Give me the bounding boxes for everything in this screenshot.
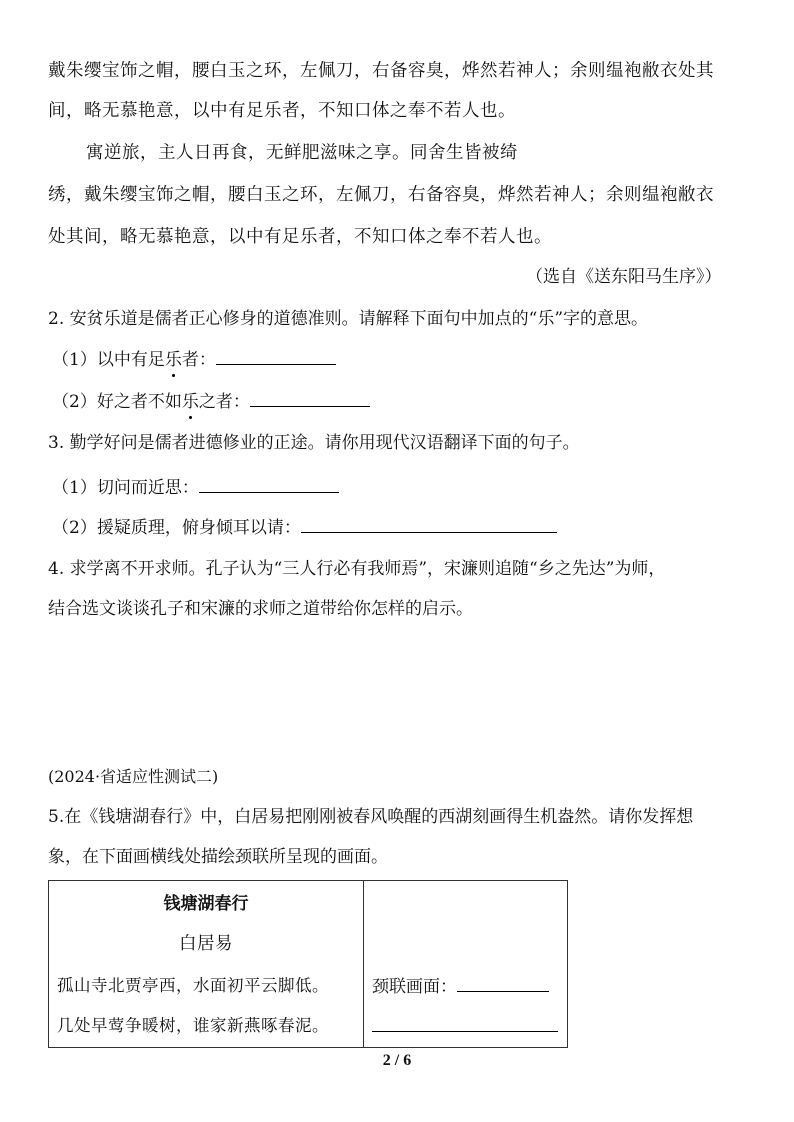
- question-4-line-1: 4. 求学离不开求师。孔子认为“三人行必有我师焉”，宋濂则追随“乡之先达”为师，: [48, 559, 666, 579]
- answer-label-line: [372, 975, 549, 998]
- page-number: 2 / 6: [382, 1052, 412, 1069]
- answer-blank[interactable]: [216, 348, 336, 365]
- answer-blank[interactable]: [372, 1015, 558, 1032]
- poem-author: 白居易: [179, 934, 233, 954]
- question-3-item-1: [52, 476, 339, 499]
- question-5-line-2: 象，在下面画横线处描绘颈联所呈现的画面。: [48, 847, 388, 867]
- poem-table: [48, 880, 568, 1048]
- answer-cell: [364, 881, 568, 1048]
- question-2-item-2-suffix: 之者：: [198, 392, 250, 412]
- question-2-item-1-prefix: （1）以中有足: [52, 350, 165, 370]
- passage-line-4: 绣，戴朱缨宝饰之帽，腰白玉之环，左佩刀，右备容臭，烨然若神人；余则缊袍敝衣: [48, 185, 714, 205]
- passage-line-1: 戴朱缨宝饰之帽，腰白玉之环，左佩刀，右备容臭，烨然若神人；余则缊袍敝衣处其: [48, 61, 714, 81]
- emphasis-dot-char: 乐: [164, 350, 182, 370]
- question-3-item-2-text: （2）援疑质理，俯身倾耳以请：: [52, 518, 301, 538]
- passage-source: （选自《送东阳马生序》）: [526, 267, 722, 287]
- passage-line-2: 间，略无慕艳意，以中有足乐者，不知口体之奉不若人也。: [48, 101, 516, 121]
- question-2-stem: 2. 安贫乐道是儒者正心修身的道德准则。请解释下面句中加点的“乐”字的意思。: [48, 309, 649, 329]
- question-4-line-2: 结合选文谈谈孔子和宋濂的求师之道带给你怎样的启示。: [48, 599, 473, 619]
- poem-cell: [49, 881, 364, 1048]
- question-3-stem: 3. 勤学好问是儒者进德修业的正途。请你用现代汉语翻译下面的句子。: [48, 433, 580, 453]
- answer-blank[interactable]: [199, 476, 339, 493]
- question-3-item-1-text: （1）切问而近思：: [52, 478, 199, 498]
- section-label: (2024·省适应性测试二): [48, 767, 219, 786]
- poem-line-1: 孤山寺北贾亭西，水面初平云脚低。: [57, 976, 329, 995]
- question-2-item-2-prefix: （2）好之者不如: [52, 392, 182, 412]
- poem-line-2: 几处早莺争暖树，谁家新燕啄春泥。: [57, 1016, 329, 1035]
- answer-line-2: [372, 1015, 558, 1038]
- poem-title: 钱塘湖春行: [163, 894, 249, 914]
- answer-blank[interactable]: [250, 390, 370, 407]
- question-2-item-2: [52, 390, 370, 413]
- answer-blank[interactable]: [457, 975, 549, 992]
- question-2-item-1-suffix: 者：: [181, 350, 216, 370]
- emphasis-dot-char: 乐: [181, 392, 199, 412]
- answer-label: 颈联画面：: [372, 977, 457, 997]
- question-2-item-1: [52, 348, 336, 371]
- question-3-item-2: [52, 516, 557, 539]
- answer-blank[interactable]: [301, 516, 557, 533]
- passage-line-3: 寓逆旅，主人日再食，无鲜肥滋味之享。同舍生皆被绮: [86, 143, 518, 163]
- question-5-line-1: 5.在《钱塘湖春行》中，白居易把刚刚被春风唤醒的西湖刻画得生机盎然。请你发挥想: [48, 807, 694, 827]
- passage-line-5: 处其间，略无慕艳意，以中有足乐者，不知口体之奉不若人也。: [48, 227, 552, 247]
